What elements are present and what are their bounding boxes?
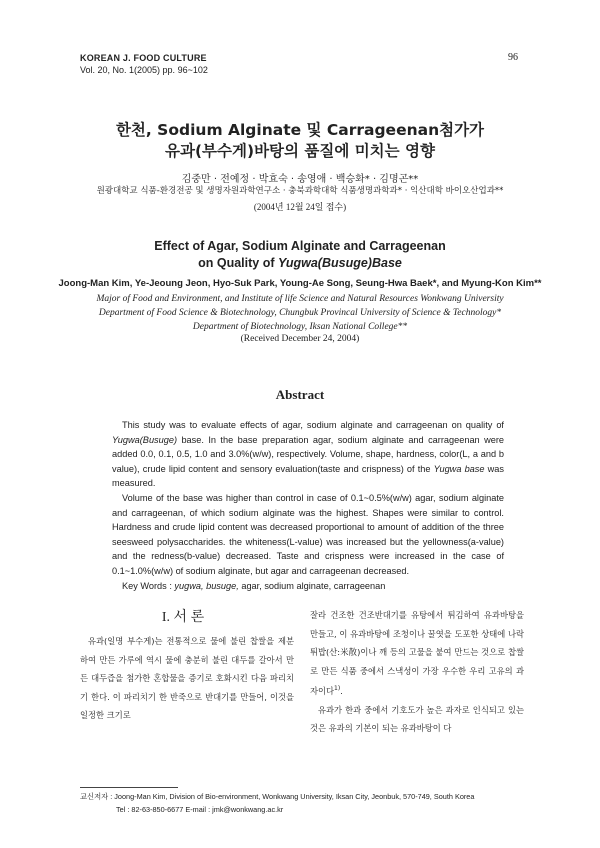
abstract-paragraph-2: Volume of the base was higher than control in case of 0.1~0.5%(w/w) agar, sodium alginate and carrageenan, of which sodium alginate was the highest. Shapes were similar to control. Hardness and crude lipid content was decreased proportional to amount of addition of the three seesweed polysaccharides. the whiteness(L-value) was increased but the yellowness(a-value) and the redness(b-value) decreased. Taste and crispness were increased in the case of 0.1~1.0%(w/w) of sodium alginate, but agar and carrageenan decreased. xyxy=(112,492,504,576)
english-title-line1: Effect of Agar, Sodium Alginate and Carrageenan xyxy=(154,239,446,253)
keywords-label: Key Words : xyxy=(122,580,175,591)
page-number: 96 xyxy=(508,52,518,63)
abstract-text: base. In the base preparation agar, sodium alginate and carrageenan were added 0.0, 0.1, 0.5, 1.0 and 3.0%(w/w), respectively. Volume, shape, hardness, color(L, a and b value), crude lipid content and sensory evaluation(taste and crispness) of the xyxy=(112,434,504,474)
body-column-right xyxy=(310,606,524,738)
english-affiliation-2: Department of Food Science & Biotechnology, Chungbuk Provincal University of Science & Technology* xyxy=(98,308,502,318)
footnote-divider xyxy=(80,787,178,788)
english-authors: Joong-Man Kim, Ye-Jeoung Jeon, Hyo-Suk Park, Young-Ae Song, Seung-Hwa Baek*, and Myung-Kon Kim** xyxy=(58,278,542,289)
abstract-text: was measured. xyxy=(112,463,504,489)
journal-header xyxy=(80,52,208,76)
abstract-italic: Yugwa base xyxy=(433,463,485,474)
english-title-italic: Yugwa(Busuge)Base xyxy=(277,256,402,270)
korean-authors: 김중만 · 전예정 · 박효숙 · 송영애 · 백승화* · 김명곤** xyxy=(181,174,419,185)
footnote xyxy=(80,790,474,816)
journal-name: KOREAN J. FOOD CULTURE xyxy=(80,53,207,63)
intro-text: 잘라 건조한 건조반대기를 유탕에서 튀김하여 유과바탕을 만들고, 이 유과바탕에 조청이나 꿀엿을 도포한 상태에 나락 튀밥(산:米散)이나 깨 등의 고물을 붙여 만드는 것으로 찹쌀로 만든 식품 중에서 스낵성이 가장 우수한 우리 고유의 과자이다 xyxy=(310,610,524,697)
body-column-left xyxy=(80,632,294,725)
english-title-prefix: on Quality of xyxy=(198,256,278,270)
corresponding-author: 교신저자 : Joong-Man Kim, Division of Bio-environment, Wonkwang University, Iksan City, Jeonbuk, 570-749, South Korea xyxy=(80,792,475,801)
english-received-date: (Received December 24, 2004) xyxy=(240,334,360,344)
keywords xyxy=(112,579,504,594)
abstract-text: This study was to evaluate effects of agar, sodium alginate and carrageenan on quality of xyxy=(122,420,504,430)
abstract-italic: Yugwa(Busuge) xyxy=(112,434,178,445)
abstract-paragraph-1 xyxy=(112,418,504,491)
korean-title-line1: 한천, Sodium Alginate 및 Carrageenan첨가가 xyxy=(115,121,485,139)
english-affiliation-3: Department of Biotechnology, Iksan National College** xyxy=(192,322,408,332)
korean-affiliations: 원광대학교 식품-환경전공 및 생명자원과학연구소 · 충북과학대학 식품생명과학과* · 익산대학 바이오산업과** xyxy=(96,186,504,196)
journal-volume: Vol. 20, No. 1(2005) pp. 96~102 xyxy=(80,65,208,75)
keywords-italic: yugwa, busuge, xyxy=(174,580,239,591)
english-title-line2 xyxy=(0,256,600,270)
intro-paragraph-2: 유과가 한과 중에서 기호도가 높은 과자로 인식되고 있는 것은 유과의 기본이 되는 유과바탕이 다 xyxy=(310,704,524,734)
intro-paragraph-1: 유과(일명 부수게)는 전통적으로 물에 불린 찹쌀을 제분하여 만든 가루에 역시 물에 충분히 불린 대두를 갈아서 만든 대두즙을 첨가한 혼합물을 증기로 호화시킨 다음 파리치기 한다. 이 파리치기 한 반죽으로 반대기를 만들어, 이것을 일정한 크기로 xyxy=(80,636,294,721)
english-affiliation-1: Major of Food and Environment, and Institute of life Science and Natural Resources Wonkwang University xyxy=(96,294,504,304)
intro-text: . xyxy=(340,686,343,697)
abstract-heading: Abstract xyxy=(275,387,325,402)
korean-received-date: (2004년 12월 24일 접수) xyxy=(253,202,347,212)
korean-title-line2: 유과(부수게)바탕의 품질에 미치는 영향 xyxy=(165,142,435,160)
keywords-list: agar, sodium alginate, carrageenan xyxy=(238,580,386,591)
section-heading-introduction: I. 서 론 xyxy=(161,610,205,625)
citation-superscript: 1) xyxy=(334,685,341,693)
contact-info: Tel : 82-63-850-6677 E-mail : jmk@wonkwang.ac.kr xyxy=(116,805,284,814)
intro-paragraph-continued xyxy=(310,606,524,701)
abstract-body xyxy=(112,418,504,593)
